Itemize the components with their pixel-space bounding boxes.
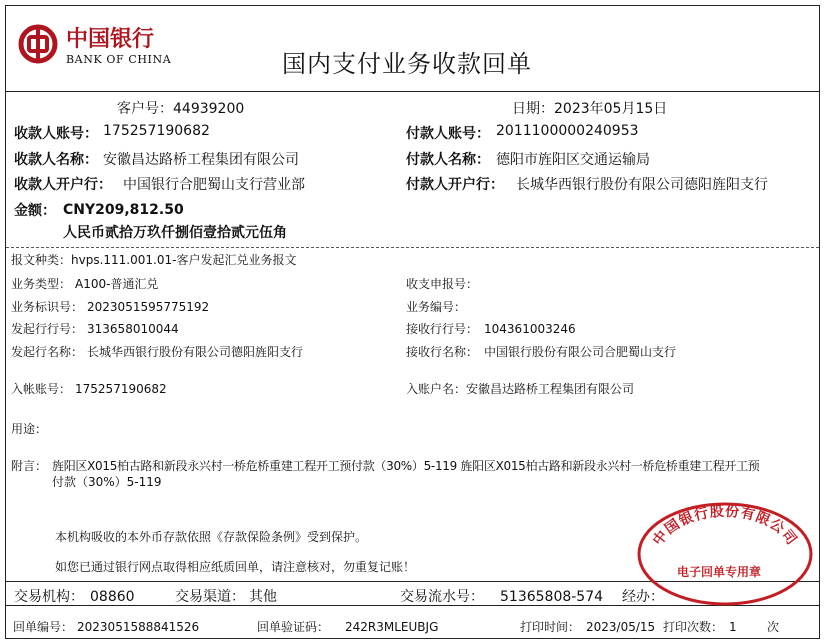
print-time: 打印时间： 2023/05/15 [520,620,656,634]
bank-name-cn: 中国银行 [66,26,155,52]
credit-account-name: 入账户名：安徽昌达路桥工程集团有限公司 [406,382,635,396]
payer-bank: 长城华西银行股份有限公司德阳旌阳支行 [516,177,768,193]
print-count-unit: 次 [767,620,780,634]
payer-account: 2011100000240953 [496,123,639,139]
business-id: 业务标识号： 2023051595775192 [11,300,210,314]
transaction-channel: 交易渠道： 其他 [175,589,277,605]
transaction-serial: 交易流水号： 51365808-574 [400,589,604,605]
deposit-insurance-note: 本机构吸收的本外币存款依照《存款保险条例》受到保护。 [55,530,368,544]
amount-value: CNY209,812.50 [63,202,184,218]
section-divider [6,247,819,248]
transaction-org: 交易机构： 08860 [14,589,135,605]
amount-in-words: 人民币贰拾万玖仟捌佰壹拾贰元伍角 [63,225,287,241]
payer-bank-label: 付款人开户行： [406,177,504,193]
header-divider [6,91,819,92]
print-count: 打印次数： 1 [663,620,737,634]
payer-account-label: 付款人账号： [406,126,490,142]
svg-text:中国银行股份有限公司 [649,503,800,549]
business-type: 业务类型： A100-普通汇兑 [11,277,159,291]
stamp-center-text: 电子回单专用章 [677,565,762,579]
bank-of-china-logo-icon [18,24,58,64]
remark-line-1: 旌阳区X015柏古路和新段永兴村一桥危桥重建工程开工预付款（30%）5-119 旌阳区X015柏古路和新段永兴村一桥危桥重建工程开工预 [52,459,760,473]
receipt-number: 回单编号： 2023051588841526 [13,620,200,634]
purpose: 用途： [11,422,48,436]
payee-account-label: 收款人账号： [14,126,98,142]
payee-name: 安徽昌达路桥工程集团有限公司 [103,152,299,168]
payer-name-label: 付款人名称： [406,152,490,168]
amount-label: 金额： [14,203,56,219]
payer-name: 德阳市旌阳区交通运输局 [496,152,650,168]
receiving-bank-number: 接收行行号： 104361003246 [406,322,576,336]
remark-label: 附言： [11,459,48,473]
payee-account: 175257190682 [103,123,210,139]
customer-number: 客户号：44939200 [117,101,245,117]
remark-line-2: 付款（30%）5-119 [52,475,162,489]
credit-account: 入帐账号： 175257190682 [11,382,167,396]
sending-bank-name: 发起行名称： 长城华西银行股份有限公司德阳旌阳支行 [11,345,304,359]
payee-bank: 中国银行合肥蜀山支行营业部 [123,177,305,193]
handler: 经办： [622,589,664,605]
duplicate-warning-note: 如您已通过银行网点取得相应纸质回单，请注意核对，勿重复记账！ [55,560,416,574]
verification-code: 回单验证码： 242R3MLEUBJG [257,620,439,634]
declaration-number: 收支申报号： [406,277,479,291]
payee-bank-label: 收款人开户行： [14,177,112,193]
payee-name-label: 收款人名称： [14,152,98,168]
business-number: 业务编号： [406,300,467,314]
message-type: 报文种类：hvps.111.001.01-客户发起汇兑业务报文 [11,253,297,267]
receipt-date: 日期：2023年05月15日 [512,101,668,117]
page-title: 国内支付业务收款回单 [282,50,532,78]
sending-bank-number: 发起行行号： 313658010044 [11,322,179,336]
bank-name-en: BANK OF CHINA [66,53,172,66]
stamp-top-text: 中国银行股份有限公司 [650,503,800,549]
receiving-bank-name: 接收行名称： 中国银行股份有限公司合肥蜀山支行 [406,345,677,359]
